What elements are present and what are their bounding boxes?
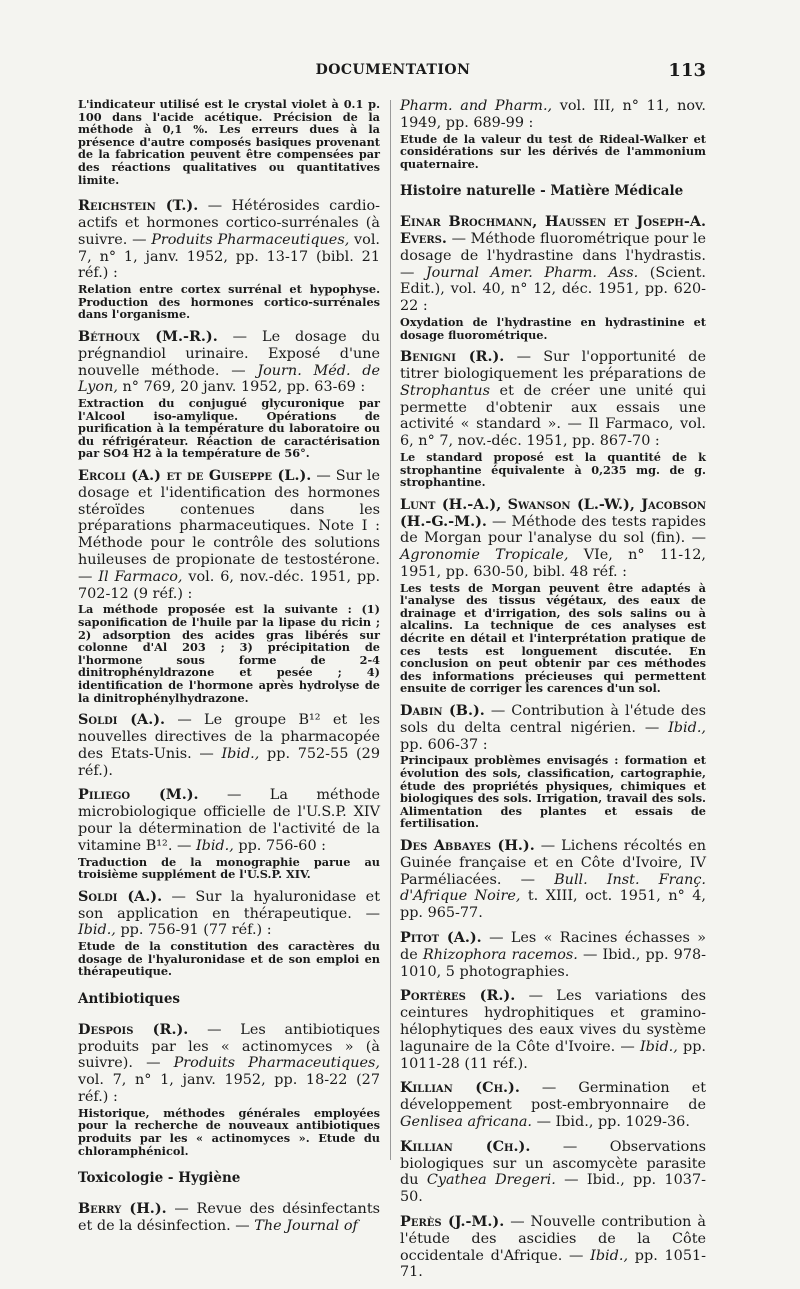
bibliographic-entry <box>78 889 380 978</box>
entry-reference: pp. 1051-71. <box>400 1247 706 1281</box>
entry-note: Le standard proposé est la quantité de k strophantine équivalente à 0,235 mg. de g. strophantine. <box>400 449 706 490</box>
entry-author: Dabin (B.). <box>400 702 485 720</box>
entry-journal: Ibid., <box>195 837 234 854</box>
bibliographic-entry <box>400 988 706 1072</box>
entry-title: — Sur l'opportunité de titrer biologiquement les préparations de <box>400 349 706 382</box>
bibliographic-entry <box>400 349 706 489</box>
bibliographic-entry <box>78 1022 380 1157</box>
entry-title: — Germination et développement post-embryonnaire de <box>400 1080 707 1114</box>
intro-note: L'indicateur utilisé est le crystal violet à 0.1 p. 100 dans l'acide acétique. Précision de la méthode à 0,1 %. Les erreurs dues à la présence d'autre composés basiques provenant de la fabrication peuvent être compensées par des réactions qualitatives ou quantitatives limite. <box>78 97 380 187</box>
page-number: 113 <box>668 60 706 81</box>
entry-journal: The Journal of <box>254 1217 358 1234</box>
bibliographic-entry <box>400 838 706 922</box>
entry-journal: Ibid., <box>221 745 260 762</box>
entry-note: Oxydation de l'hydrastine en hydrastinine et dosage fluorométrique. <box>400 314 706 342</box>
entry-note: Extraction du conjugué glycuronique par l'Alcool iso-amylique. Opérations de purification à la température du laboratoire ou du réfrigérateur. Réaction de caractérisation par SO4 H2 à la température de 56°. <box>78 396 380 461</box>
entry-title: — Lichens récoltés en Guinée française et en Côte d'Ivoire, IV Parméliacées. — <box>400 837 706 888</box>
entry-reference: vol. 7, n° 1, janv. 1952, pp. 13-17 (bibl. 21 réf.) : <box>78 231 380 282</box>
bibliographic-entry <box>400 1139 706 1206</box>
entry-note: Etude de la constitution des caractères du dosage de l'hyaluronidase et de son emploi en thérapeutique. <box>78 939 380 979</box>
entry-reference: pp. 756-91 (77 réf.) : <box>115 922 272 939</box>
entry-journal: Ibid., <box>78 922 116 939</box>
entry-title: — Méthode fluorométrique pour le dosage de l'hydrastine dans l'hydrastis. — <box>400 230 706 281</box>
entry-note: Relation entre cortex surrénal et hypophyse. Production des hormones cortico-surrénales dans l'organisme. <box>78 282 380 322</box>
entry-reference: pp. 756-60 : <box>233 837 327 854</box>
entry-reference: vol. 7, n° 1, janv. 1952, pp. 18-22 (27 réf.) : <box>78 1072 380 1105</box>
column-divider <box>390 100 391 1160</box>
entry-author: Benigni (R.). <box>400 348 505 366</box>
entry-title: — Hétérosides cardio-actifs et hormones cortico-surrénales (à suivre. — <box>78 198 381 248</box>
bibliographic-entry <box>400 497 706 695</box>
entry-journal: Ibid., <box>639 1038 678 1055</box>
entry-title: — Nouvelle contribution à l'étude des ascidies de la Côte occidentale d'Afrique. — <box>400 1213 706 1264</box>
bibliographic-entry <box>78 198 380 321</box>
entry-note: La méthode proposée est la suivante : (1) saponification de l'huile par la lipase du ricin ; 2) adsorption des acides gras libérés sur colonne d'Al 203 ; 3) précipitation de l'hormone sous forme de 2-4 dinitrophényldrazone et pesée ; 4) identification de l'hormone après hydrolyse de la dinitrophénylhydrazone. <box>78 602 380 705</box>
entry-title: — La méthode microbiologique officielle de l'U.S.P. XIV pour la détermination de l'activité de la vitamine B¹². — <box>78 787 380 854</box>
entry-reference: et de créer une unité qui permette d'obtenir aux essais une activité « standard ». — Il Farmaco, vol. 6, n° 7, nov.-déc. 1951, pp. 867-70 : <box>400 382 706 450</box>
entry-note: Etude de la valeur du test de Rideal-Walker et considérations sur les dérivés de l'ammonium quaternaire. <box>400 131 706 171</box>
entry-author: Pitot (A.). <box>400 928 482 946</box>
entry-title: — Les variations des ceintures hydrophitiques et gramino-hélophytiques des eaux vives du système lagunaire de la Côte d'Ivoire. — <box>400 988 706 1055</box>
entry-title: — Les « Racines échasses » de <box>400 929 707 963</box>
bibliographic-entry <box>78 468 380 704</box>
entry-journal: Produits Pharmaceutiques, <box>173 1055 381 1072</box>
running-title: DOCUMENTATION <box>315 62 471 78</box>
entry-author: Ercoli (A.) et de Guiseppe (L.). <box>78 467 312 485</box>
entry-author: Despois (R.). <box>78 1020 189 1038</box>
entry-author: Berry (H.). <box>78 1199 167 1217</box>
entry-author: Piliego (M.). <box>78 786 199 804</box>
entry-note: Traduction de la monographie parue au troisième supplément de l'U.S.P. XIV. <box>78 854 380 882</box>
entry-reference: pp. 606-37 : <box>400 736 488 753</box>
entry-title: — Le dosage du prégnandiol urinaire. Exposé d'une nouvelle méthode. — <box>78 328 380 379</box>
entry-journal: Ibid., <box>668 719 706 736</box>
bibliographic-entry <box>78 1201 380 1235</box>
entry-note: Les tests de Morgan peuvent être adaptés à l'analyse des tissus végétaux, des eaux de drainage et d'irrigation, des sols salins ou à alcalins. La technique de ces analyses est décrite en détail et l'interprétation pratique de ces tests est longuement discutée. En conclusion on peut obtenir par ces méthodes des informations précieuses qui permettent ensuite de corriger les carences d'un sol. <box>400 580 706 696</box>
entry-note: Principaux problèmes envisagés : formation et évolution des sols, classification, cartographie, étude des propriétés physiques, chimiques et biologiques des sols. Irrigation, travail des sols. Alimentation des plantes et essais de fertilisation. <box>400 753 706 831</box>
entry-journal: Rhizophora racemos. <box>422 946 578 963</box>
entry-title: — Contribution à l'étude des sols du delta central nigérien. — <box>400 703 706 736</box>
entry-reference: — Ibid., pp. 1029-36. <box>532 1113 690 1130</box>
bibliographic-entry <box>400 703 706 830</box>
bibliographic-entry <box>400 214 706 341</box>
bibliographic-entry <box>400 930 706 980</box>
entry-journal: Agronomie Tropicale, <box>400 547 569 564</box>
entry-title: — Observations biologiques sur un ascomycète parasite du <box>400 1138 707 1189</box>
entry-author: Killian (Ch.). <box>400 1079 520 1097</box>
entry-author: Soldi (A.). <box>78 887 163 905</box>
entry-title: — Sur le dosage et l'identification des hormones stéroïdes contenues dans les préparations pharmaceutiques. Note I : Méthode pour le contrôle des solutions huileuses de propionate de testostérone. — <box>78 468 380 585</box>
entry-title: — Les antibiotiques produits par les « actinomyces » (à suivre). — <box>78 1021 380 1072</box>
entry-author: Soldi (A.). <box>78 711 166 729</box>
right-column <box>400 98 706 1289</box>
entry-reference: vol. 6, nov.-déc. 1951, pp. 702-12 (9 réf.) : <box>78 568 381 602</box>
entry-title: — Sur la hyaluronidase et son application en thérapeutique. — <box>78 888 380 922</box>
section-heading-toxicologie: Toxicologie - Hygiène <box>78 1170 241 1187</box>
section-heading-histoire-naturelle: Histoire naturelle - Matière Médicale <box>400 183 684 200</box>
entry-author: Lunt (H.-A.), Swanson (L.-W.), Jacobson (H.-G.-M.). <box>400 495 706 530</box>
entry-journal: Strophantus <box>400 382 490 399</box>
entry-reference: n° 769, 20 janv. 1952, pp. 63-69 : <box>117 379 366 396</box>
bibliographic-entry <box>400 1080 706 1130</box>
entry-title: — Le groupe B¹² et les nouvelles directives de la pharmacopée des Etats-Unis. — <box>78 712 380 762</box>
entry-reference: VIe, n° 11-12, 1951, pp. 630-50, bibl. 48 réf. : <box>400 547 706 580</box>
entry-title: — Méthode des tests rapides de Morgan pour l'analyse du sol (fin). — <box>400 513 706 547</box>
entry-title: — Revue des désinfectants et de la désinfection. — <box>78 1200 380 1234</box>
entry-author: Killian (Ch.). <box>400 1137 531 1155</box>
entry-journal: Bull. Inst. Franç. d'Afrique Noire, <box>400 871 706 905</box>
entry-author: Perès (J.-M.). <box>400 1212 505 1230</box>
entry-author: Portères (R.). <box>400 987 516 1005</box>
entry-journal: Journ. Méd. de Lyon, <box>78 362 380 396</box>
entry-reference: vol. III, n° 11, nov. 1949, pp. 689-99 : <box>400 98 707 131</box>
bibliographic-entry <box>78 787 380 880</box>
continued-entry <box>400 98 706 170</box>
entry-journal: Pharm. and Pharm., <box>400 98 553 114</box>
entry-author: Reichstein (T.). <box>78 197 199 215</box>
entry-journal: Ibid., <box>590 1247 629 1264</box>
bibliographic-entry <box>78 329 380 460</box>
bibliographic-entry <box>400 1214 706 1281</box>
left-column <box>78 98 380 1242</box>
entry-reference: (Scient. Edit.), vol. 40, n° 12, déc. 1951, pp. 620-22 : <box>400 264 706 315</box>
entry-reference: — Ibid., pp. 978-1010, 5 photographies. <box>400 946 706 980</box>
entry-journal: Genlisea africana. <box>400 1113 532 1130</box>
entry-note: Historique, méthodes générales employées pour la recherche de nouveaux antibiotiques produits par les « actinomyces ». Etude du chloramphénicol. <box>78 1105 380 1158</box>
bibliographic-entry <box>78 712 380 779</box>
section-heading-antibiotiques: Antibiotiques <box>78 990 181 1007</box>
entry-reference: pp. 1011-28 (11 réf.). <box>400 1038 707 1072</box>
entry-reference: — Ibid., pp. 1037-50. <box>400 1172 706 1206</box>
page-header <box>80 62 706 84</box>
entry-author: Des Abbayes (H.). <box>400 836 535 854</box>
entry-journal: Il Farmaco, <box>98 568 183 585</box>
entry-reference: pp. 752-55 (29 réf.). <box>78 745 380 779</box>
entry-reference: t. XIII, oct. 1951, n° 4, pp. 965-77. <box>400 888 706 922</box>
entry-journal: Produits Pharmaceutiques, <box>151 231 350 248</box>
entry-journal: Cyathea Dregeri. <box>426 1172 556 1189</box>
entry-author: Béthoux (M.-R.). <box>78 327 218 345</box>
entry-author: Einar Brochmann, Haussen et Joseph-A. Evers. <box>400 213 706 247</box>
entry-journal: Journal Amer. Pharm. Ass. <box>425 264 639 281</box>
